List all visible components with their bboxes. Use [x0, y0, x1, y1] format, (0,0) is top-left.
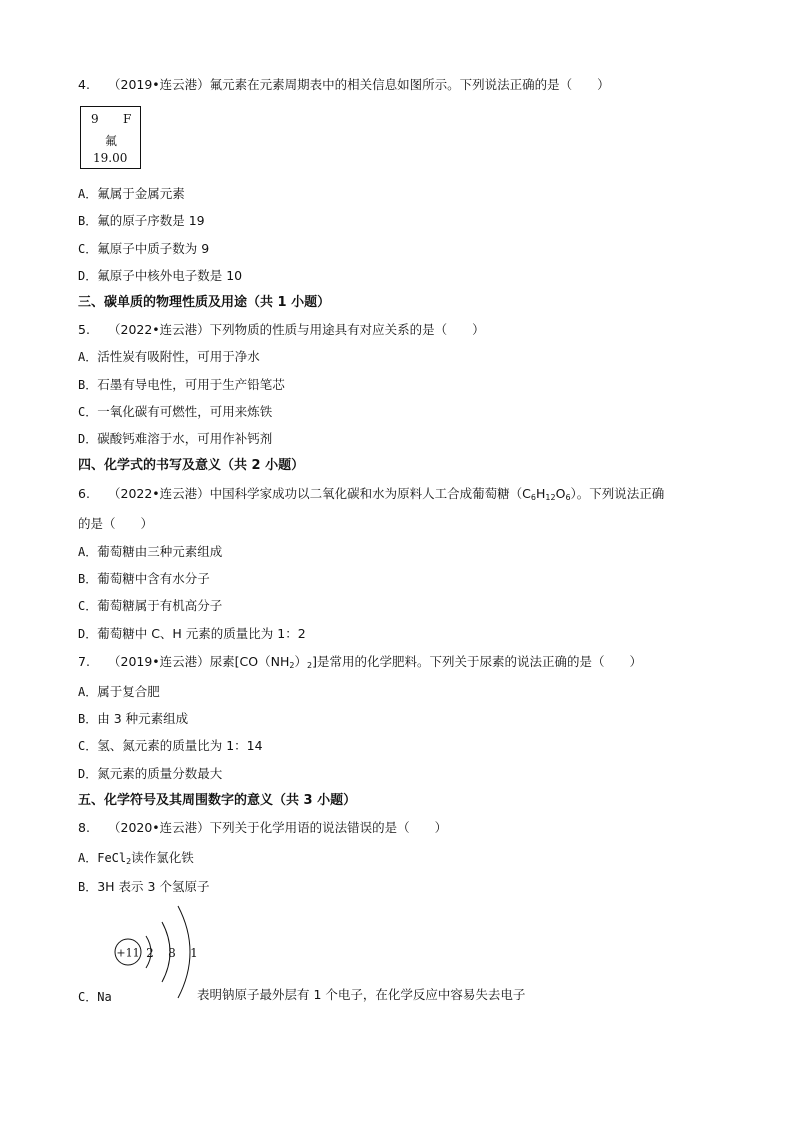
option-a — [78, 186, 185, 202]
option-c — [78, 738, 263, 754]
atomic-mass: 19.00 — [93, 151, 128, 165]
option-c — [78, 241, 209, 257]
question-6-stem — [78, 486, 664, 506]
option-a — [78, 684, 160, 700]
element-card — [80, 106, 141, 169]
option-b — [78, 377, 285, 393]
question-text: ）。下列说法正确 — [570, 486, 665, 501]
option-text: 氟原子中质子数为 9 — [97, 241, 210, 256]
option-text: 葡萄糖由三种元素组成 — [97, 544, 223, 559]
question-7-stem — [78, 654, 642, 674]
question-number: 5. — [78, 322, 90, 337]
question-number: 7. — [78, 654, 90, 669]
subscript: 6 — [530, 493, 537, 502]
question-text: （2019•连云港）氟元素在元素周期表中的相关信息如图所示。下列说法正确的是（ ） — [108, 77, 610, 92]
question-number: 8. — [78, 820, 90, 835]
option-text: 氟原子中核外电子数是 10 — [97, 268, 243, 283]
option-text: 读作氯化铁 — [131, 850, 194, 865]
option-a — [78, 349, 260, 365]
element-symbol: F — [123, 112, 132, 126]
subscript: 2 — [126, 857, 132, 866]
option-letter: B． — [78, 880, 98, 894]
question-text: ） — [294, 654, 307, 669]
question-8-stem — [78, 820, 447, 836]
option-text: 氟的原子序数是 19 — [97, 213, 205, 228]
option-b — [78, 213, 205, 229]
option-text: 氟属于金属元素 — [97, 186, 185, 201]
formula-part: H — [536, 486, 546, 501]
option-text: 氢、氮元素的质量比为 1：14 — [97, 738, 263, 753]
element-symbol: Na — [97, 990, 112, 1004]
subscript: 2 — [289, 661, 295, 670]
question-text: （2019•连云港）尿素[CO（NH — [108, 654, 290, 669]
element-name: 氟 — [105, 134, 118, 148]
atom-structure-diagram — [108, 900, 208, 1004]
option-text: 属于复合肥 — [97, 684, 160, 699]
option-letter: C． — [78, 242, 98, 256]
section-heading: 四、化学式的书写及意义（共 2 小题） — [78, 458, 305, 473]
option-text: 石墨有导电性，可用于生产铅笔芯 — [97, 377, 285, 392]
shell-electron-count: 8 — [168, 946, 176, 960]
option-letter: D． — [78, 432, 98, 446]
option-b — [78, 879, 209, 895]
section-heading: 三、碳单质的物理性质及用途（共 1 小题） — [78, 295, 331, 310]
option-text: 葡萄糖中含有水分子 — [97, 571, 210, 586]
formula-part: FeCl — [97, 851, 127, 865]
option-text: 3H 表示 3 个氢原子 — [97, 879, 210, 894]
atomic-number: 9 — [91, 112, 99, 126]
option-letter: A． — [78, 187, 98, 201]
option-letter: B． — [78, 712, 98, 726]
option-letter: A． — [78, 350, 98, 364]
subscript: 6 — [565, 493, 571, 502]
section-heading: 五、化学符号及其周围数字的意义（共 3 小题） — [78, 793, 357, 808]
option-text: 表明钠原子最外层有 1 个电子，在化学反应中容易失去电子 — [197, 987, 526, 1002]
option-letter: C． — [78, 405, 98, 419]
option-text: 葡萄糖中 C、H 元素的质量比为 1：2 — [97, 626, 306, 641]
option-a — [78, 544, 222, 560]
option-d — [78, 268, 242, 284]
option-letter: B． — [78, 572, 98, 586]
option-text: 碳酸钙难溶于水，可用作补钙剂 — [97, 431, 273, 446]
option-text: 一氧化碳有可燃性，可用来炼铁 — [97, 404, 273, 419]
option-c — [78, 598, 222, 614]
option-letter: A． — [78, 851, 98, 865]
option-c — [78, 404, 272, 420]
question-text: ]是常用的化学肥料。下列关于尿素的说法正确的是（ ） — [312, 654, 642, 669]
option-letter: D． — [78, 627, 98, 641]
option-b — [78, 711, 188, 727]
subscript: 2 — [307, 661, 313, 670]
electron-shell-arc — [178, 906, 190, 998]
option-d — [78, 766, 222, 782]
option-c — [78, 989, 112, 1005]
option-letter: A． — [78, 545, 98, 559]
shell-electron-count: 1 — [190, 946, 198, 960]
question-number: 6. — [78, 486, 90, 501]
question-4-stem — [78, 77, 610, 93]
option-letter: D． — [78, 767, 98, 781]
option-text: 由 3 种元素组成 — [97, 711, 189, 726]
nucleus-charge: +11 — [116, 946, 140, 960]
option-letter: C． — [78, 599, 98, 613]
formula-part: O — [555, 486, 566, 501]
option-letter: B． — [78, 378, 98, 392]
option-a — [78, 850, 194, 870]
option-letter: A． — [78, 685, 98, 699]
question-text: （2022•连云港）下列物质的性质与用途具有对应关系的是（ ） — [108, 322, 485, 337]
option-letter: C． — [78, 739, 98, 753]
option-letter: C． — [78, 990, 98, 1004]
question-5-stem — [78, 322, 485, 338]
option-text: 葡萄糖属于有机高分子 — [97, 598, 223, 613]
option-d — [78, 626, 306, 642]
shell-electron-count: 2 — [146, 946, 154, 960]
option-text: 氮元素的质量分数最大 — [97, 766, 223, 781]
question-text: （2022•连云港）中国科学家成功以二氧化碳和水为原料人工合成葡萄糖（C — [108, 486, 531, 501]
option-b — [78, 571, 210, 587]
option-text: 活性炭有吸附性，可用于净水 — [97, 349, 260, 364]
question-number: 4. — [78, 77, 90, 92]
question-text: （2020•连云港）下列关于化学用语的说法错误的是（ ） — [108, 820, 448, 835]
option-d — [78, 431, 272, 447]
question-6-stem-continued: 的是（ ） — [78, 516, 154, 531]
option-letter: D． — [78, 269, 98, 283]
option-letter: B． — [78, 214, 98, 228]
subscript: 12 — [545, 493, 556, 502]
